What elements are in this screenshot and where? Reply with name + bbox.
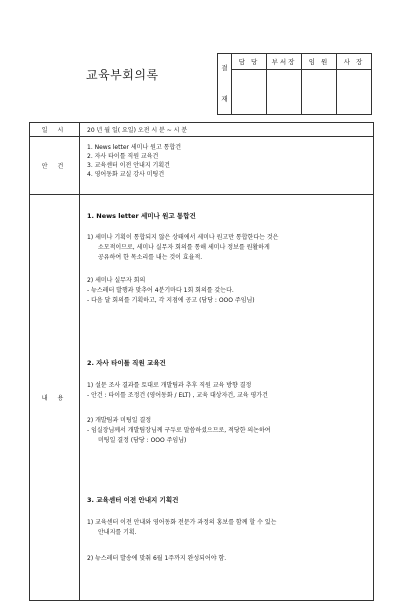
agenda-list [80, 137, 374, 195]
text-line: 안내지를 기획. [98, 529, 137, 537]
paragraph [87, 518, 364, 538]
section-heading: 1. News letter 세미나 원고 통합건 [87, 212, 196, 220]
content-label: 내 용 [30, 195, 80, 601]
approval-label [218, 54, 232, 115]
signature-cell[interactable] [302, 69, 337, 114]
approval-box [217, 53, 372, 115]
date-value: 20 년 월 일( 요일) 오전 시 분 ~ 시 분 [80, 123, 374, 137]
approval-role-staff: 담 당 [232, 54, 267, 70]
signature-cell[interactable] [337, 69, 372, 114]
text-line: 1) 교육센터 이전 안내와 영어동화 전문가 과정의 홍보를 함께 할 수 있는 [87, 519, 277, 526]
text-line: - 뉴스레터 발행과 맞추어 4분기마다 1회 회의를 갖는다. [87, 287, 234, 295]
text-line: 미팅일 결정 (담당 : OOO 주임님) [98, 437, 187, 445]
text-line: 2) 뉴스레터 발송에 맞춰 6월 1주까지 완성되어야 함. [87, 555, 227, 562]
text-line: 공유하여 한 목소리를 내는 것이 효율적. [98, 254, 203, 262]
approval-role-manager: 부서장 [267, 54, 302, 70]
paragraph [87, 233, 364, 264]
text-line: 2) 개발팀과 미팅일 결정 [87, 417, 152, 424]
text-line: 2) 세미나 실무자 회의 [87, 277, 146, 284]
approval-role-executive: 임 원 [302, 54, 337, 70]
text-line: 1) 설문 조사 결과를 토대로 개발팀과 추후 직원 교육 방향 결정 [87, 382, 252, 389]
signature-cell[interactable] [267, 69, 302, 114]
approval-label-top: 결 [221, 64, 228, 72]
paragraph [87, 416, 364, 447]
text-line: 소모적이므로, 세미나 실무자 회의를 통해 세미나 정보를 원활하게 [98, 244, 270, 252]
agenda-label: 안 건 [30, 137, 80, 195]
paragraph [87, 276, 364, 307]
agenda-item: 2. 자사 타이틀 직원 교육건 [87, 153, 159, 160]
text-line: - 임실장님께서 개발팀장님께 구두로 말씀하셨으므로, 적당한 의논하여 [87, 427, 271, 435]
paragraph [87, 381, 364, 401]
text-line: 1) 세미나 기획이 통합되지 않은 상태에서 세미나 원고만 통합한다는 것은 [87, 234, 279, 241]
agenda-item: 4. 영어동화 교실 강사 미팅건 [87, 171, 165, 178]
approval-label-bottom: 재 [221, 95, 228, 103]
document-title: 교육부회의록 [86, 68, 159, 82]
minutes-table [29, 122, 374, 601]
approval-role-ceo: 사 장 [337, 54, 372, 70]
agenda-item: 1. News letter 세미나 원고 통합건 [87, 144, 182, 151]
signature-cell[interactable] [232, 69, 267, 114]
text-line: - 안건 : 타이틀 조정건 (영어동화 / ELT) , 교육 대상자건, 교육 평가건 [87, 392, 268, 400]
paragraph [87, 554, 364, 564]
section-heading: 3. 교육센터 이전 안내지 기획건 [87, 496, 179, 504]
section-heading: 2. 자사 타이틀 직원 교육건 [87, 359, 166, 367]
content-body [80, 195, 374, 601]
agenda-item: 3. 교육센터 이전 안내지 기획건 [87, 162, 170, 169]
date-label: 일 시 [30, 123, 80, 137]
text-line: - 다음 달 회의를 기획하고, 각 지점에 공고 (담당 : OOO 주임님) [87, 297, 255, 305]
